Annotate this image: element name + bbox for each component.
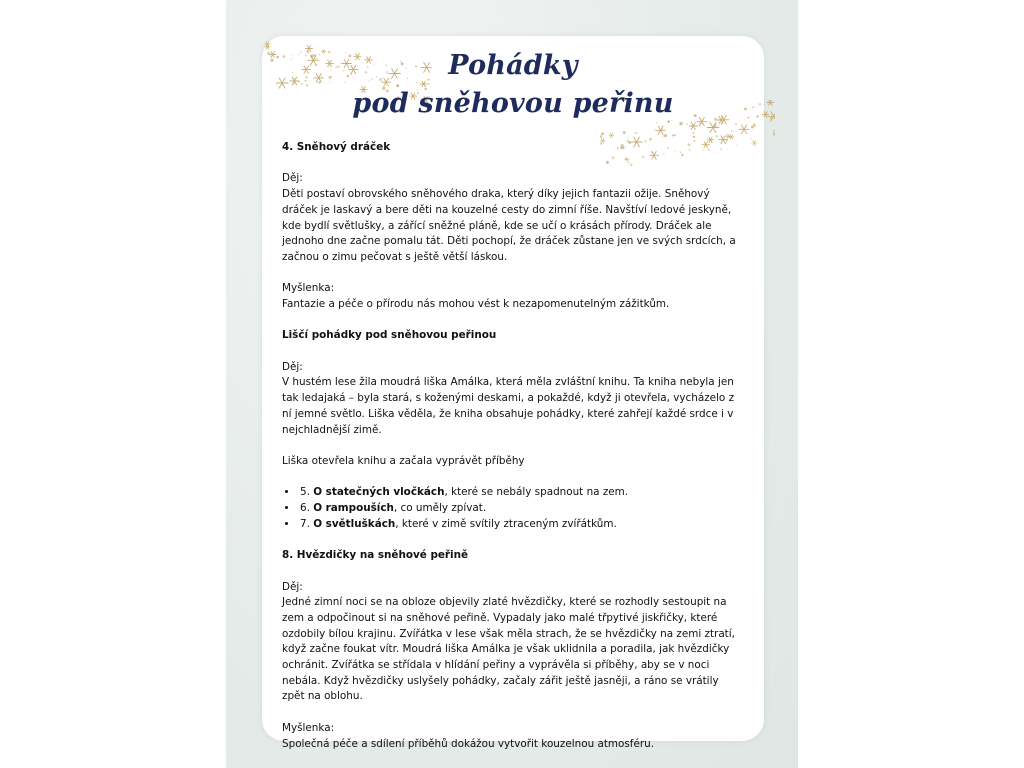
story-heading: 4. Sněhový dráček [282,141,391,153]
sparkle-dot [773,134,775,136]
story-thought: Fantazie a péče o přírodu nás mohou vést k nezapomenutelným zážitkům. [282,298,670,310]
sparkle-dot [667,120,670,123]
list-item: • 5. O statečných vločkách, které se nebály spadnout na zem. [298,485,744,501]
story-list [282,485,744,532]
snowflake-sparkle-icon [739,125,749,134]
sparkle-dot [654,129,655,130]
plot-label: Děj: [282,580,303,593]
snowflake-sparkle-icon [264,44,270,49]
sparkle-dot [672,134,674,136]
sparkle-dot [750,138,751,139]
snowflake-sparkle-icon [420,81,427,87]
sparkle-dot [318,81,321,84]
story-plot: Děti postaví obrovského sněhového draka, který díky jejich fantazii ožije. Sněhový dráček je laskavý a bere děti na kouzelné cesty do zimní říše. Navštíví ledové jeskyně, kde bydlí světlušky, a zářící sněžné pláně, kde se učí o krásách přírody. Dráček ale jednoho dne začne pomalu tát. Děti pochopí, že dráček zůstane jen ve svých srdcích, a začnou o zimu pečovat s ještě větší láskou. [282,188,736,263]
sparkle-dot [715,135,717,137]
sparkle-dot [330,82,331,83]
sparkle-dot [674,134,676,136]
sparkle-dot [773,130,775,132]
sparkle-dot [627,137,628,138]
sparkle-dot [635,133,636,134]
snowflake-sparkle-icon [679,122,683,126]
snowflake-sparkle-icon [767,100,774,105]
snowflake-sparkle-icon [656,126,666,134]
story-thought: Společná péče a sdílení příběhů dokážou vytvořit kouzelnou atmosféru. [282,737,654,750]
sparkle-dot [773,132,775,134]
sparkle-dot [671,120,672,121]
snowflake-sparkle-icon [768,112,775,122]
page-title-line-2: pod sněhovou peřinu [352,88,674,119]
list-item: • 7. O světluškách, které v zimě svítily ztraceným zvířátkům. [298,517,744,533]
sparkle-dot [658,131,659,132]
sparkle-dot [396,84,399,87]
list-item: • 6. O rampouších, co uměly zpívat. [298,501,744,517]
document-body [282,140,744,752]
snowflake-sparkle-icon [751,141,757,146]
plot-label: Děj: [282,360,303,373]
sparkle-dot [623,131,626,134]
snowflake-sparkle-icon [689,123,697,130]
thought-label: Myšlenka: [282,282,335,295]
sparkle-dot [692,132,695,135]
sparkle-dot [714,124,717,127]
sparkle-dot [751,126,754,129]
snowflake-sparkle-icon [707,123,719,133]
sparkle-dot [662,129,663,130]
sparkle-dot [731,130,733,132]
story-intro: Liška otevřela knihu a začala vyprávět příběhy [282,454,525,467]
snowflake-sparkle-icon [265,41,271,46]
story-plot: Jedné zimní noci se na obloze objevily zlaté hvězdičky, které se rozhodly sestoupit na zem a odpočinout si na sněhové peřině. Vypadaly jako malé třpytivé jiskřičky, které ozdobily bílou krajinu. Zvířátka v lese však měla strach, že se hvězdičky na zemi ztratí, když začne foukat vítr. Moudrá liška Amálka je však uklidnila a poradila, jak hvězdičky ochránit. Zvířátka se střídala v hlídání peřiny a vyprávěla si příběhy, aby se v noci nebála. Když hvězdičky uslyšely pohádky, začaly zářit ještě jasněji, a ráno se vrátily zpět na oblohu. [282,596,735,703]
sparkle-dot [735,123,737,125]
snowflake-sparkle-icon [600,135,602,139]
story-heading: Liščí pohádky pod sněhovou peřinou [282,329,497,342]
sparkle-dot [306,84,308,86]
sparkle-dot [344,82,345,83]
story-heading: 8. Hvězdičky na sněhové peřině [282,549,469,562]
sparkle-dot [416,82,418,84]
sparkle-dot [636,132,637,133]
sparkle-dot [662,135,664,137]
sparkle-dot [656,122,657,123]
sparkle-dot [428,83,430,85]
sparkle-dot [601,132,604,135]
sparkle-dot [686,123,688,125]
sparkle-dot [664,134,667,137]
snowflake-sparkle-icon [609,133,614,138]
plot-label: Děj: [282,172,303,185]
sparkle-dot [753,123,755,125]
sparkle-dot [301,83,303,85]
page-title-line-1: Pohádky [448,50,578,81]
story-plot: V hustém lese žila moudrá liška Amálka, která měla zvláštní knihu. Ta kniha nebyla jen tak ledajaká – byla stará, s koženými deskami, a pokaždé, když ji otevřela, vycházelo z ní jemné světlo. Liška věděla, že kniha obsahuje pohádky, které zahřejí každé srdce i v nejchladnější zimě. [282,376,735,436]
thought-label: Myšlenka: [282,721,335,734]
sparkle-dot [693,136,695,138]
